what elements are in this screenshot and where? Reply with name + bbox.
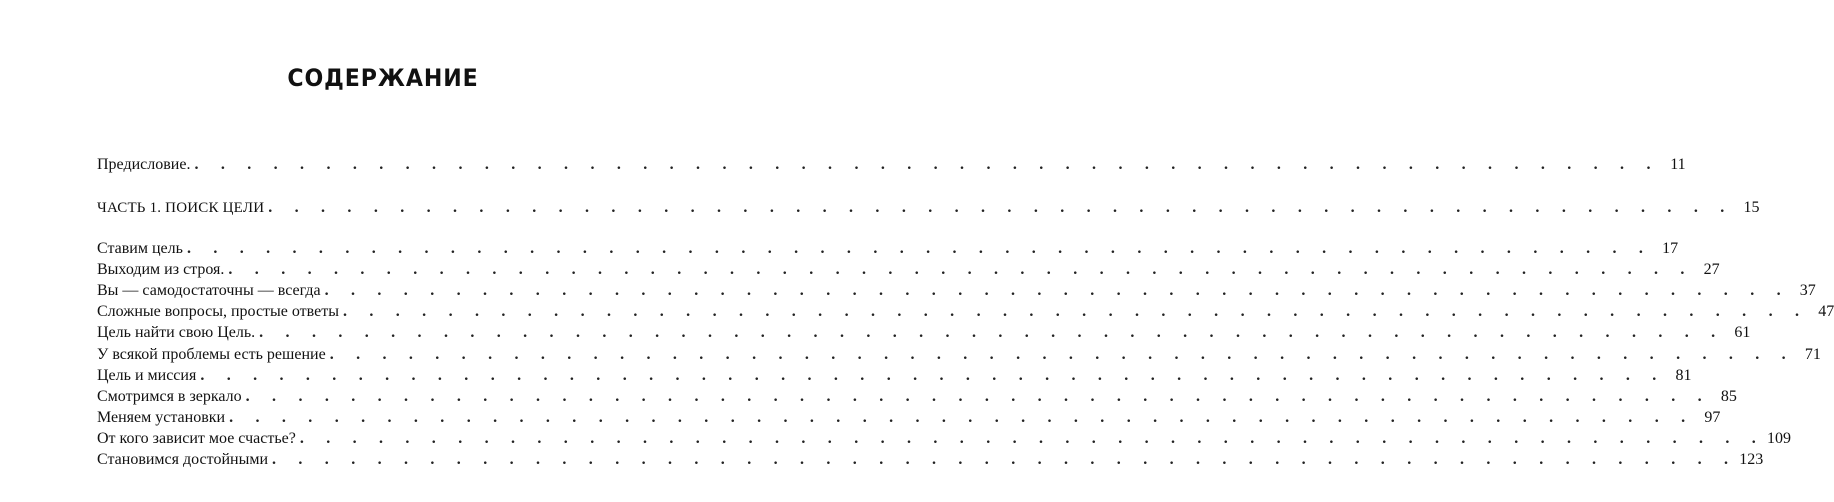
toc-entry xyxy=(97,238,1679,259)
dot-leader: . . . . . . . . . . . . . . . . . . . . . . . . . . . . . . . . . . . . . . . . . . . . . . . . . . . . . . . . xyxy=(194,156,1660,173)
toc-entry xyxy=(97,386,1737,407)
dot-leader: . . . . . . . . . . . . . . . . . . . . . . . . . . . . . . . . . . . . . . . . . . . . . . . . . . . . . . . . xyxy=(200,367,1666,384)
toc-entry-label: Предисловие. xyxy=(97,154,194,175)
toc-entry xyxy=(97,428,1792,449)
toc-entry-page: 11 xyxy=(1670,156,1686,173)
toc-entry-label: Смотримся в зеркало xyxy=(97,386,246,407)
dot-leader: . . . . . . . . . . . . . . . . . . . . . . . . . . . . . . . . . . . . . . . . . . . . . . . . . . . . . . . . xyxy=(272,451,1738,468)
toc-entry-page: 61 xyxy=(1734,324,1751,341)
toc-entry-page: 85 xyxy=(1720,388,1737,405)
toc-entry-label: У всякой проблемы есть решение xyxy=(97,344,330,365)
toc-entry xyxy=(97,344,1821,365)
dot-leader: . . . . . . . . . . . . . . . . . . . . . . . . . . . . . . . . . . . . . . . . . . . . . . . . . . . . . . . . xyxy=(299,430,1766,447)
toc-entry-label: Цель и миссия xyxy=(97,365,200,386)
dot-leader: . . . . . . . . . . . . . . . . . . . . . . . . . . . . . . . . . . . . . . . . . . . . . . . . . . . . . . . . xyxy=(342,303,1809,320)
toc-entry xyxy=(97,322,1751,343)
toc-entry-page: 71 xyxy=(1804,346,1821,363)
dot-leader: . . . . . . . . . . . . . . . . . . . . . . . . . . . . . . . . . . . . . . . . . . . . . . . . . . . . . . . . xyxy=(324,282,1790,299)
toc-entry-part-1 xyxy=(97,197,1760,218)
toc-entry-page: 81 xyxy=(1675,367,1692,384)
toc-entry-label: Ставим цель xyxy=(97,238,187,259)
toc-entry-page: 97 xyxy=(1704,409,1721,426)
dot-leader: . . . . . . . . . . . . . . . . . . . . . . . . . . . . . . . . . . . . . . . . . . . . . . . . . . . . . . . . xyxy=(228,261,1694,278)
toc-part-label: ЧАСТЬ 1. ПОИСК ЦЕЛИ xyxy=(97,198,268,219)
page-title: СОДЕРЖАНИЕ xyxy=(287,64,479,92)
toc-entry-page: 27 xyxy=(1703,261,1720,278)
toc-entry-label: Сложные вопросы, простые ответы xyxy=(97,301,343,322)
toc-entry-preface xyxy=(97,154,1686,175)
dot-leader: . . . . . . . . . . . . . . . . . . . . . . . . . . . . . . . . . . . . . . . . . . . . . . . . . . . . . . . . xyxy=(268,199,1734,216)
dot-leader: . . . . . . . . . . . . . . . . . . . . . . . . . . . . . . . . . . . . . . . . . . . . . . . . . . . . . . . . xyxy=(245,388,1711,405)
toc-entry-page: 37 xyxy=(1799,282,1816,299)
dot-leader: . . . . . . . . . . . . . . . . . . . . . . . . . . . . . . . . . . . . . . . . . . . . . . . . . . . . . . . . xyxy=(329,346,1795,363)
toc-entry xyxy=(97,301,1834,322)
dot-leader: . . . . . . . . . . . . . . . . . . . . . . . . . . . . . . . . . . . . . . . . . . . . . . . . . . . . . . . . xyxy=(229,409,1695,426)
toc-entry xyxy=(97,259,1720,280)
toc-entry xyxy=(97,407,1721,428)
toc-entry-label: Становимся достойными xyxy=(97,449,272,470)
toc-entry-page: 47 xyxy=(1818,303,1834,320)
toc-entry xyxy=(97,365,1692,386)
toc-entry-label: Выходим из строя. xyxy=(97,259,228,280)
toc-entry-page: 109 xyxy=(1767,430,1792,447)
dot-leader: . . . . . . . . . . . . . . . . . . . . . . . . . . . . . . . . . . . . . . . . . . . . . . . . . . . . . . . . xyxy=(186,240,1653,257)
toc-entry xyxy=(97,449,1764,470)
toc-entry-label: Цель найти свою Цель. xyxy=(97,322,259,343)
toc-entry-label: Вы — самодостаточны — всегда xyxy=(97,280,325,301)
toc-entry xyxy=(97,280,1816,301)
toc-entry-page: 123 xyxy=(1739,451,1764,468)
toc-entry-page: 15 xyxy=(1743,199,1760,216)
toc-entry-label: Меняем установки xyxy=(97,407,229,428)
dot-leader: . . . . . . . . . . . . . . . . . . . . . . . . . . . . . . . . . . . . . . . . . . . . . . . . . . . . . . . . xyxy=(259,324,1725,341)
toc-entry-page: 17 xyxy=(1662,240,1679,257)
toc-entry-label: От кого зависит мое счастье? xyxy=(97,428,300,449)
